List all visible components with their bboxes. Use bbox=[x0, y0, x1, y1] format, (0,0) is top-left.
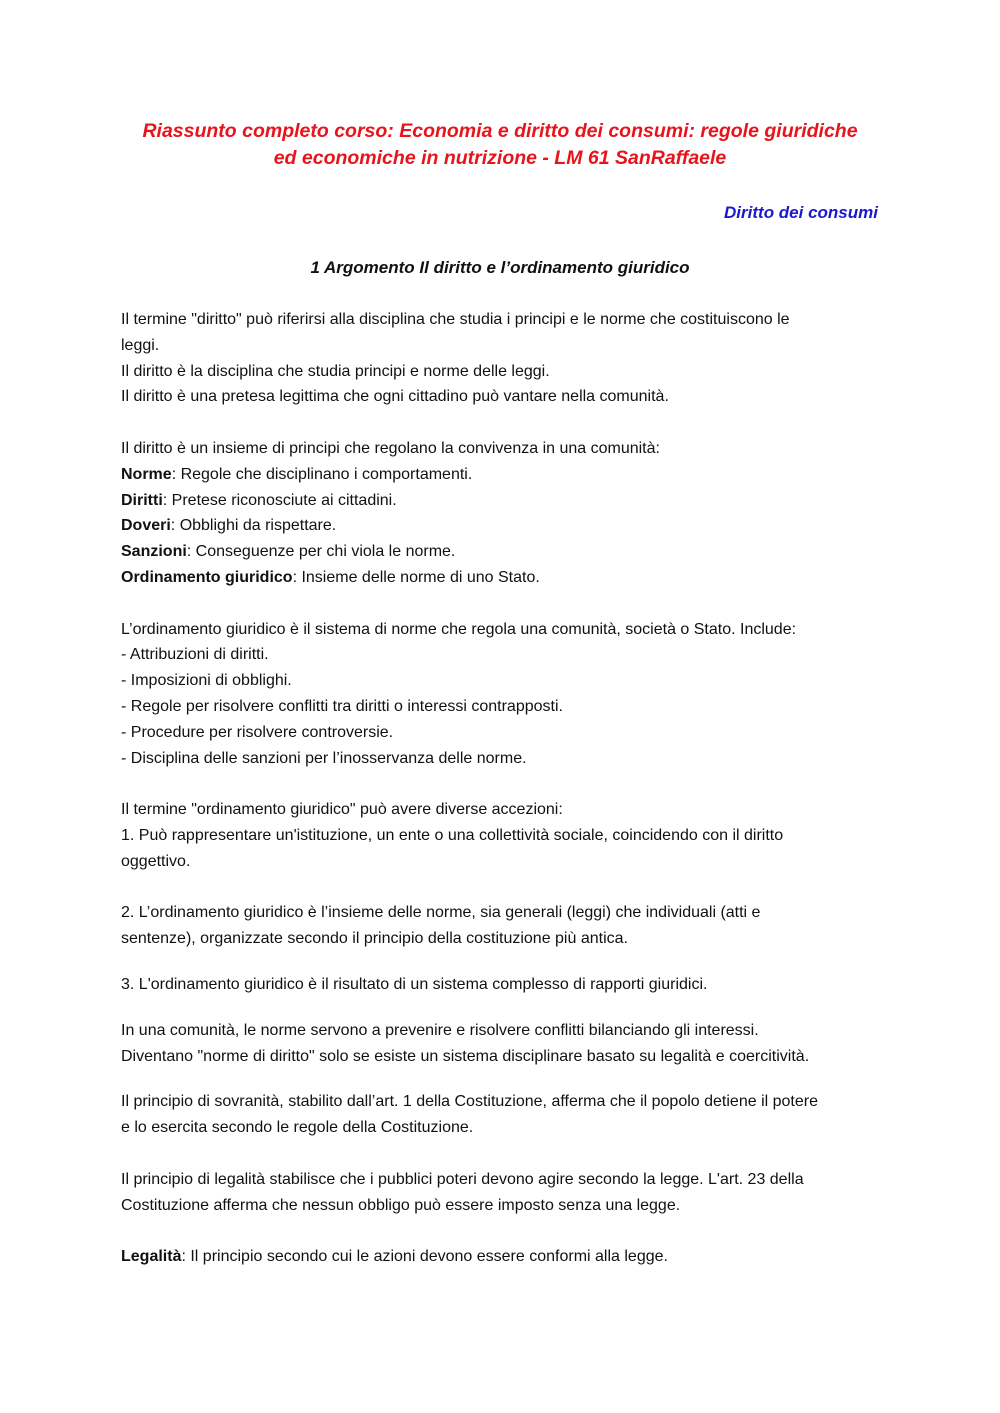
legalita-definition bbox=[121, 1244, 881, 1270]
definition-term: Norme bbox=[121, 465, 172, 483]
legalita-line: Il principio di legalità stabilisce che i pubblici poteri devono agire secondo la legge. L'art. 23 della bbox=[121, 1170, 804, 1188]
ordinamento-list-item: - Attribuzioni di diritti. bbox=[121, 646, 269, 664]
comunita-line: Diventano "norme di diritto" solo se esiste un sistema disciplinare basato su legalità e coercitività. bbox=[121, 1047, 810, 1065]
document-title bbox=[100, 118, 900, 172]
accezioni-block bbox=[121, 797, 881, 998]
intro-line: Il diritto è la disciplina che studia principi e norme delle leggi. bbox=[121, 362, 550, 380]
definition-term: Diritti bbox=[121, 491, 163, 509]
accezione-1-line: oggettivo. bbox=[121, 852, 191, 870]
definition-item bbox=[121, 565, 881, 591]
document-title-line-2: ed economiche in nutrizione - LM 61 SanRaffaele bbox=[273, 147, 727, 169]
definition-text: : Obblighi da rispettare. bbox=[170, 517, 337, 535]
definitions-block bbox=[121, 436, 881, 591]
accezioni-lead: Il termine "ordinamento giuridico" può avere diverse accezioni: bbox=[121, 801, 563, 819]
ordinamento-list-item: - Regole per risolvere conflitti tra diritti o interessi contrapposti. bbox=[121, 697, 563, 715]
intro-paragraph bbox=[121, 307, 881, 410]
comunita-paragraph bbox=[121, 1018, 881, 1070]
ordinamento-list-item: - Procedure per risolvere controversie. bbox=[121, 723, 394, 741]
document-body bbox=[121, 307, 881, 1270]
definitions-lead: Il diritto è un insieme di principi che regolano la convivenza in una comunità: bbox=[121, 439, 660, 457]
definition-term: Ordinamento giuridico bbox=[121, 568, 293, 586]
section-label: Diritto dei consumi bbox=[724, 203, 878, 222]
legalita-line: Costituzione afferma che nessun obbligo può essere imposto senza una legge. bbox=[121, 1196, 681, 1214]
ordinamento-list-item: - Disciplina delle sanzioni per l’inosservanza delle norme. bbox=[121, 749, 527, 767]
sovranita-line: Il principio di sovranità, stabilito dall’art. 1 della Costituzione, afferma che il popolo detiene il potere bbox=[121, 1093, 818, 1111]
definition-text: : Insieme delle norme di uno Stato. bbox=[292, 568, 540, 586]
definition-item bbox=[121, 513, 881, 539]
ordinamento-lead: L’ordinamento giuridico è il sistema di norme che regola una comunità, società o Stato. Include: bbox=[121, 620, 797, 638]
intro-line: Il diritto è una pretesa legittima che ogni cittadino può vantare nella comunità. bbox=[121, 388, 669, 406]
definition-text: : Regole che disciplinano i comportamenti. bbox=[171, 465, 473, 483]
chapter-title: 1 Argomento Il diritto e l’ordinamento giuridico bbox=[310, 258, 690, 277]
accezione-2-line: 2. L’ordinamento giuridico è l’insieme delle norme, sia generali (leggi) che individuali (atti e bbox=[121, 904, 761, 922]
ordinamento-block bbox=[121, 617, 881, 772]
definition-term: Doveri bbox=[121, 517, 171, 535]
intro-line: leggi. bbox=[121, 336, 160, 354]
definition-text: : Conseguenze per chi viola le norme. bbox=[186, 543, 456, 561]
definition-term: Sanzioni bbox=[121, 543, 187, 561]
comunita-line: In una comunità, le norme servono a prevenire e risolvere conflitti bilanciando gli interessi. bbox=[121, 1021, 759, 1039]
definition-item bbox=[121, 488, 881, 514]
legalita-paragraph bbox=[121, 1167, 881, 1219]
definition-text: : Pretese riconosciute ai cittadini. bbox=[162, 491, 397, 509]
accezione-3-line: 3. L'ordinamento giuridico è il risultato di un sistema complesso di rapporti giuridici. bbox=[121, 975, 708, 993]
definition-item bbox=[121, 539, 881, 565]
accezione-2-line: sentenze), organizzate secondo il principio della costituzione più antica. bbox=[121, 930, 628, 948]
document-title-line-1: Riassunto completo corso: Economia e diritto dei consumi: regole giuridiche bbox=[142, 120, 858, 142]
sovranita-paragraph bbox=[121, 1089, 881, 1141]
legalita-term: Legalità bbox=[121, 1248, 182, 1266]
accezione-1-line: 1. Può rappresentare un'istituzione, un ente o una collettività sociale, coincidendo con il diritto bbox=[121, 826, 784, 844]
intro-line: Il termine "diritto" può riferirsi alla disciplina che studia i principi e le norme che costituiscono le bbox=[121, 311, 790, 328]
sovranita-line: e lo esercita secondo le regole della Costituzione. bbox=[121, 1119, 474, 1137]
definition-item bbox=[121, 462, 881, 488]
legalita-definition-text: : Il principio secondo cui le azioni devono essere conformi alla legge. bbox=[181, 1248, 668, 1266]
ordinamento-list-item: - Imposizioni di obblighi. bbox=[121, 672, 292, 690]
